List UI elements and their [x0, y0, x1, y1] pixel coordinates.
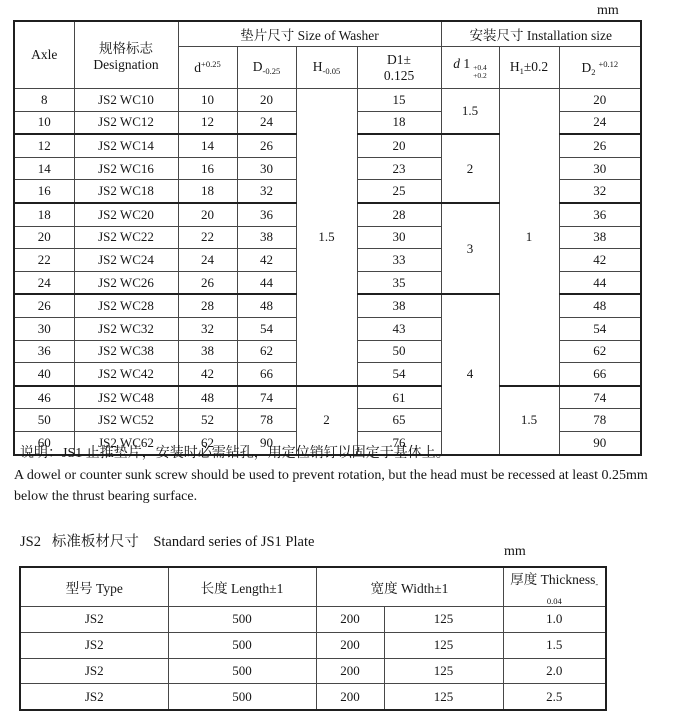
cell-d: 18: [178, 180, 237, 203]
cell-width-200: 200: [316, 607, 384, 633]
cell-d: 10: [178, 89, 237, 112]
cell-D: 44: [237, 271, 296, 294]
cell-D1: 33: [357, 249, 441, 272]
note-block: [14, 443, 674, 508]
cell-designation: JS2 WC10: [74, 89, 178, 112]
note-line-en-2: below the thrust bearing surface.: [14, 489, 198, 504]
cell-D2: 62: [559, 340, 641, 363]
cell-d1-merged: 3: [441, 203, 499, 294]
col-header-D: $D_{-0.25}$: [237, 47, 296, 89]
cell-D1: 18: [357, 111, 441, 134]
cell-axle: 12: [14, 134, 74, 157]
cell-D1: 25: [357, 180, 441, 203]
cell-D: 66: [237, 363, 296, 386]
washer-dimensions-table: [13, 20, 642, 456]
cell-D2: 36: [559, 203, 641, 226]
cell-designation: JS2 WC26: [74, 271, 178, 294]
cell-designation: JS2 WC22: [74, 226, 178, 249]
cell-axle: 20: [14, 226, 74, 249]
designation-en: Designation: [93, 57, 159, 72]
cell-H-merged: 2: [296, 386, 357, 455]
cell-D1: 76: [357, 431, 441, 454]
cell-D: 38: [237, 226, 296, 249]
cell-D1: 30: [357, 226, 441, 249]
cell-d: 12: [178, 111, 237, 134]
cell-length: 500: [168, 658, 316, 684]
unit-label-bottom: mm: [504, 544, 526, 559]
cell-axle: 40: [14, 363, 74, 386]
cell-D1: 28: [357, 203, 441, 226]
col-header-D1: D1± 0.125: [357, 47, 441, 89]
cell-length: 500: [168, 607, 316, 633]
cell-designation: JS2 WC18: [74, 180, 178, 203]
cell-axle: 50: [14, 409, 74, 432]
cell-axle: 30: [14, 317, 74, 340]
cell-D1: 61: [357, 386, 441, 409]
cell-designation: JS2 WC24: [74, 249, 178, 272]
cell-H1-merged: 1.5: [499, 386, 559, 455]
cell-thickness: 1.0: [503, 607, 606, 633]
cell-D1: 35: [357, 271, 441, 294]
cell-axle: 60: [14, 431, 74, 454]
col-header-D2: $D_2^{+0.12}$: [559, 47, 641, 89]
cell-d: 42: [178, 363, 237, 386]
cell-d: 52: [178, 409, 237, 432]
plate-dimensions-table: [19, 566, 607, 711]
col-header-thickness: 厚度 Thickness$_{-0.04}$: [503, 567, 606, 607]
cell-D1: 54: [357, 363, 441, 386]
cell-d: 14: [178, 134, 237, 157]
col-header-designation: [74, 21, 178, 89]
cell-D1: 43: [357, 317, 441, 340]
cell-D2: 54: [559, 317, 641, 340]
cell-D2: 66: [559, 363, 641, 386]
cell-designation: JS2 WC62: [74, 431, 178, 454]
cell-designation: JS2 WC28: [74, 294, 178, 317]
cell-type: JS2: [20, 632, 168, 658]
cell-width-125: 125: [384, 658, 503, 684]
col-header-type: 型号 Type: [20, 567, 168, 607]
cell-D2: 38: [559, 226, 641, 249]
cell-axle: 14: [14, 157, 74, 180]
washer-table-head: [14, 21, 641, 89]
cell-designation: JS2 WC38: [74, 340, 178, 363]
cell-designation: JS2 WC52: [74, 409, 178, 432]
cell-type: JS2: [20, 684, 168, 710]
cell-D2: 90: [559, 431, 641, 454]
cell-H-merged: 1.5: [296, 89, 357, 386]
cell-thickness: 2.0: [503, 658, 606, 684]
cell-axle: 46: [14, 386, 74, 409]
cell-d: 22: [178, 226, 237, 249]
cell-D1: 65: [357, 409, 441, 432]
cell-H1-merged: 1: [499, 89, 559, 386]
washer-table-row: [14, 386, 641, 409]
cell-D2: 74: [559, 386, 641, 409]
cell-axle: 26: [14, 294, 74, 317]
cell-D2: 44: [559, 271, 641, 294]
cell-D1: 15: [357, 89, 441, 112]
cell-D2: 48: [559, 294, 641, 317]
unit-label-top: mm: [597, 3, 619, 18]
group-header-installation-size: 安装尺寸 Installation size: [441, 21, 641, 47]
washer-header-row-1: [14, 21, 641, 47]
cell-D: 24: [237, 111, 296, 134]
cell-thickness: 1.5: [503, 632, 606, 658]
cell-D2: 26: [559, 134, 641, 157]
cell-d: 24: [178, 249, 237, 272]
col-header-H: $H_{-0.05}$: [296, 47, 357, 89]
cell-d1-merged: 4: [441, 294, 499, 454]
cell-width-125: 125: [384, 632, 503, 658]
washer-table-row: [14, 89, 641, 112]
plate-table-body: [20, 607, 606, 711]
cell-designation: JS2 WC48: [74, 386, 178, 409]
col-header-length: 长度 Length±1: [168, 567, 316, 607]
cell-D1: 20: [357, 134, 441, 157]
cell-D2: 78: [559, 409, 641, 432]
cell-thickness: 2.5: [503, 684, 606, 710]
cell-axle: 8: [14, 89, 74, 112]
cell-d1-merged: 1.5: [441, 89, 499, 135]
cell-type: JS2: [20, 607, 168, 633]
plate-table-row: [20, 607, 606, 633]
cell-D: 30: [237, 157, 296, 180]
cell-width-200: 200: [316, 684, 384, 710]
cell-D2: 32: [559, 180, 641, 203]
cell-type: JS2: [20, 658, 168, 684]
cell-axle: 10: [14, 111, 74, 134]
cell-D1: 50: [357, 340, 441, 363]
designation-zh: 规格标志: [99, 41, 153, 56]
cell-d: 62: [178, 431, 237, 454]
cell-designation: JS2 WC14: [74, 134, 178, 157]
cell-d: 32: [178, 317, 237, 340]
cell-d: 20: [178, 203, 237, 226]
cell-D: 54: [237, 317, 296, 340]
cell-D: 74: [237, 386, 296, 409]
cell-d: 48: [178, 386, 237, 409]
washer-table-body: [14, 89, 641, 455]
cell-D: 32: [237, 180, 296, 203]
col-header-axle: Axle: [14, 21, 74, 89]
col-header-d1: d 1 +0.4 +0.2: [441, 47, 499, 89]
cell-D: 90: [237, 431, 296, 454]
cell-axle: 18: [14, 203, 74, 226]
cell-axle: 24: [14, 271, 74, 294]
cell-D: 78: [237, 409, 296, 432]
cell-D: 42: [237, 249, 296, 272]
plate-table-row: [20, 658, 606, 684]
cell-D: 20: [237, 89, 296, 112]
plate-table-row: [20, 684, 606, 710]
cell-D2: 30: [559, 157, 641, 180]
cell-D1: 38: [357, 294, 441, 317]
col-header-d: $d^{+0.25}$: [178, 47, 237, 89]
cell-D: 62: [237, 340, 296, 363]
cell-width-200: 200: [316, 658, 384, 684]
cell-d1-merged: 2: [441, 134, 499, 203]
cell-D2: 42: [559, 249, 641, 272]
cell-designation: JS2 WC32: [74, 317, 178, 340]
cell-d: 16: [178, 157, 237, 180]
cell-axle: 16: [14, 180, 74, 203]
cell-designation: JS2 WC12: [74, 111, 178, 134]
cell-axle: 36: [14, 340, 74, 363]
cell-length: 500: [168, 632, 316, 658]
cell-D2: 20: [559, 89, 641, 112]
group-header-washer-size: 垫片尺寸 Size of Washer: [178, 21, 441, 47]
plate-header-row: [20, 567, 606, 607]
cell-D2: 24: [559, 111, 641, 134]
cell-D: 36: [237, 203, 296, 226]
cell-D: 26: [237, 134, 296, 157]
col-header-width: 宽度 Width±1: [316, 567, 503, 607]
note-line-zh: 说明：JS1 止推垫片，安装时必需钻孔，用定位销钉以固定于基体上。: [20, 446, 450, 461]
cell-d: 26: [178, 271, 237, 294]
cell-width-200: 200: [316, 632, 384, 658]
cell-designation: JS2 WC20: [74, 203, 178, 226]
cell-D1: 23: [357, 157, 441, 180]
cell-width-125: 125: [384, 684, 503, 710]
cell-designation: JS2 WC42: [74, 363, 178, 386]
note-line-en-1: A dowel or counter sunk screw should be used to prevent rotation, but the head must be recessed at least 0.25mm: [14, 467, 648, 483]
cell-width-125: 125: [384, 607, 503, 633]
cell-d: 38: [178, 340, 237, 363]
cell-axle: 22: [14, 249, 74, 272]
cell-d: 28: [178, 294, 237, 317]
plate-table-head: [20, 567, 606, 607]
cell-length: 500: [168, 684, 316, 710]
plate-table-row: [20, 632, 606, 658]
cell-D: 48: [237, 294, 296, 317]
col-header-H1: $H_1\pm 0.2$: [499, 47, 559, 89]
cell-designation: JS2 WC16: [74, 157, 178, 180]
plate-section-title: JS2 标准板材尺寸 Standard series of JS1 Plate: [20, 534, 315, 550]
